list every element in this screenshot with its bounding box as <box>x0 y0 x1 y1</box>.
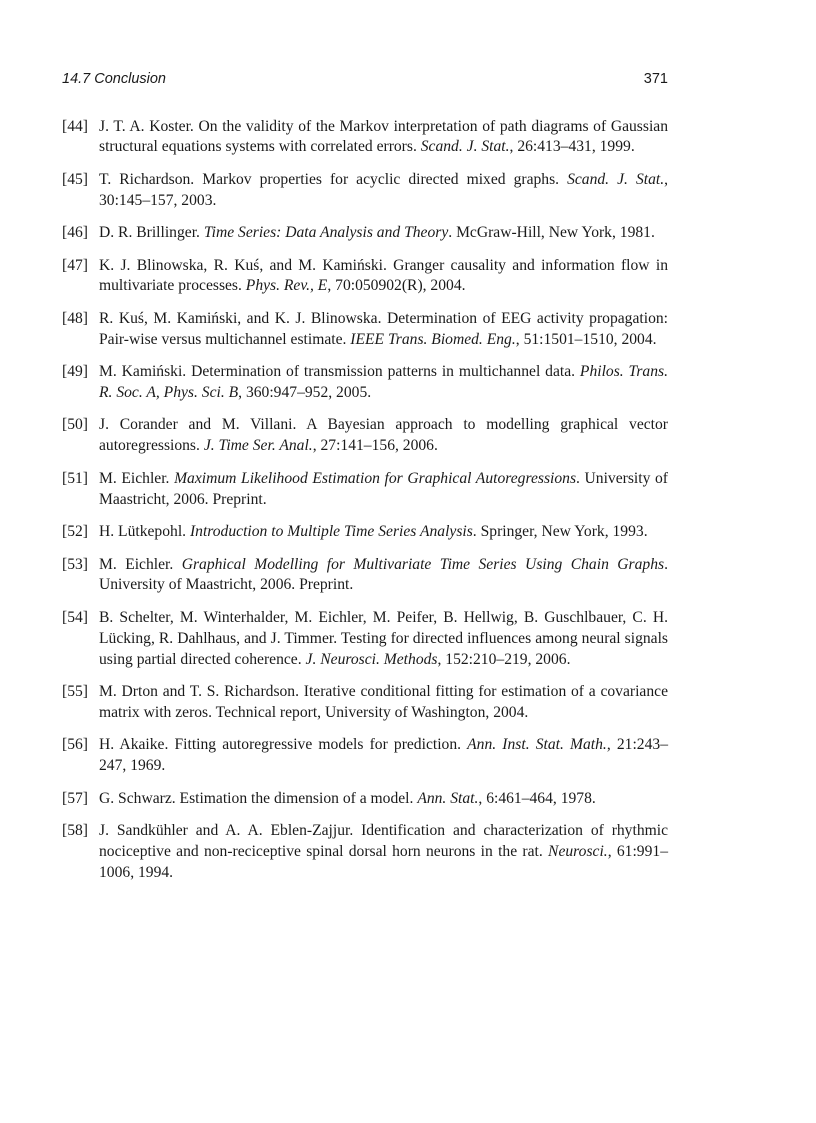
page-number: 371 <box>643 71 668 87</box>
running-header <box>62 71 668 91</box>
reference-venue: Maximum Likelihood Estimation for Graphical Autoregressions <box>174 469 577 487</box>
reference-text: D. R. Brillinger. <box>99 224 204 242</box>
reference-number: [45] <box>62 170 88 188</box>
reference-number: [46] <box>62 224 88 242</box>
reference-number: [57] <box>62 789 88 807</box>
reference-details: , 70:050902(R), 2004. <box>327 277 466 295</box>
reference-details: , 61:991–1006, 1994. <box>99 842 668 881</box>
reference-text: B. Schelter, M. Winterhalder, M. Eichler, M. Peifer, B. Hellwig, B. Guschlbauer, C. H. Lücking, R. Dahlhaus, and J. Timmer. Testing for directed influences among neural signals using partial directed coherence. <box>99 608 668 668</box>
reference-text: K. J. Blinowska, R. Kuś, and M. Kamiński. Granger causality and information flow in multivariate processes. <box>99 256 668 295</box>
reference-venue: Philos. Trans. R. Soc. A, Phys. Sci. B <box>99 363 668 402</box>
reference-venue: Ann. Inst. Stat. Math. <box>467 736 607 754</box>
reference-item <box>62 821 668 884</box>
reference-venue: IEEE Trans. Biomed. Eng. <box>350 330 516 348</box>
reference-item <box>62 362 668 404</box>
reference-venue: J. Time Ser. Anal. <box>203 437 313 455</box>
reference-item <box>62 223 668 244</box>
reference-text: J. Sandkühler and A. A. Eblen-Zajjur. Identification and characterization of rhythmic nociceptive and non-reciceptive spinal dorsal horn neurons in the rat. <box>99 822 668 860</box>
reference-details: . University of Maastricht, 2006. Preprint. <box>99 555 668 594</box>
reference-details: . McGraw-Hill, New York, 1981. <box>448 224 655 242</box>
reference-details: , 51:1501–1510, 2004. <box>515 330 657 348</box>
reference-venue: Scand. J. Stat. <box>567 170 665 188</box>
reference-number: [53] <box>62 555 88 573</box>
reference-number: [47] <box>62 256 88 274</box>
reference-text: M. Drton and T. S. Richardson. Iterative conditional fitting for estimation of a covariance matrix with zeros. Technical report, University of Washington, 2004. <box>99 683 668 721</box>
reference-number: [44] <box>62 117 88 135</box>
reference-item <box>62 682 668 724</box>
reference-venue: Ann. Stat. <box>417 789 479 807</box>
reference-text: H. Akaike. Fitting autoregressive models for prediction. <box>99 736 468 754</box>
reference-venue: Graphical Modelling for Multivariate Time Series Using Chain Graphs <box>181 555 665 573</box>
reference-text: J. T. A. Koster. On the validity of the Markov interpretation of path diagrams of Gaussian structural equations systems with correlated errors. <box>99 117 668 156</box>
reference-item <box>62 309 668 351</box>
reference-venue: Time Series: Data Analysis and Theory <box>203 224 449 242</box>
reference-list <box>62 117 668 896</box>
reference-item <box>62 735 668 777</box>
reference-number: [52] <box>62 523 88 541</box>
reference-text: G. Schwarz. Estimation the dimension of a model. <box>99 789 418 807</box>
reference-venue: Scand. J. Stat. <box>420 138 510 156</box>
reference-details: , 152:210–219, 2006. <box>437 650 571 668</box>
reference-item <box>62 117 668 159</box>
reference-number: [55] <box>62 683 88 701</box>
reference-number: [50] <box>62 416 88 434</box>
reference-venue: J. Neurosci. Methods <box>305 650 438 668</box>
reference-number: [49] <box>62 363 88 381</box>
reference-text: R. Kuś, M. Kamiński, and K. J. Blinowska. Determination of EEG activity propagation: Pair-wise versus multichannel estimate. <box>99 309 668 348</box>
reference-details: . Springer, New York, 1993. <box>472 523 648 541</box>
reference-item <box>62 522 668 543</box>
reference-details: , 27:141–156, 2006. <box>312 437 438 455</box>
reference-text: T. Richardson. Markov properties for acyclic directed mixed graphs. <box>99 170 568 188</box>
reference-venue: Neurosci. <box>548 842 608 860</box>
reference-number: [54] <box>62 608 88 626</box>
reference-item <box>62 256 668 298</box>
reference-item <box>62 555 668 597</box>
reference-number: [58] <box>62 822 88 840</box>
reference-number: [56] <box>62 736 88 754</box>
reference-item <box>62 415 668 457</box>
reference-venue: Phys. Rev., E <box>245 277 328 295</box>
reference-text: M. Eichler. <box>99 469 175 487</box>
reference-item <box>62 469 668 511</box>
reference-details: , 6:461–464, 1978. <box>478 789 596 807</box>
reference-text: M. Eichler. <box>99 555 182 573</box>
reference-details: . University of Maastricht, 2006. Preprint. <box>99 469 668 508</box>
reference-details: , 360:947–952, 2005. <box>238 384 372 402</box>
reference-text: M. Kamiński. Determination of transmission patterns in multichannel data. <box>99 363 580 381</box>
reference-number: [48] <box>62 309 88 327</box>
reference-details: , 26:413–431, 1999. <box>509 138 635 156</box>
reference-details: , 30:145–157, 2003. <box>99 170 669 209</box>
reference-number: [51] <box>62 469 88 487</box>
reference-item <box>62 789 668 810</box>
reference-text: H. Lütkepohl. <box>99 523 190 541</box>
reference-venue: Introduction to Multiple Time Series Analysis <box>189 523 473 541</box>
reference-item <box>62 170 668 212</box>
reference-details: , 21:243–247, 1969. <box>99 736 668 775</box>
reference-text: J. Corander and M. Villani. A Bayesian approach to modelling graphical vector autoregressions. <box>99 416 668 455</box>
reference-item <box>62 608 668 671</box>
section-title: 14.7 Conclusion <box>62 71 166 87</box>
